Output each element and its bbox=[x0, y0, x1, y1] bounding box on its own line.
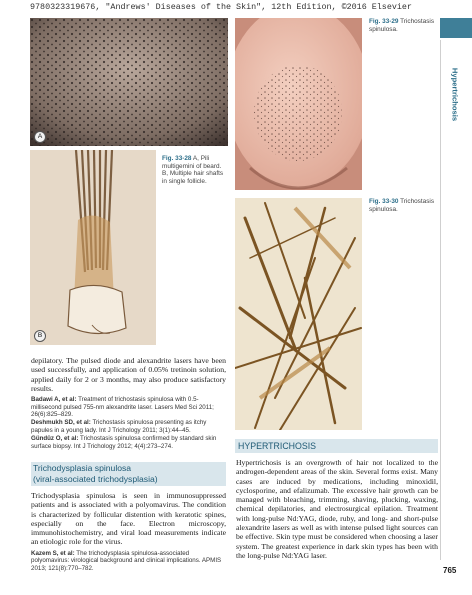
reference-item bbox=[31, 419, 226, 434]
section-heading: HYPERTRICHOSIS bbox=[238, 441, 317, 451]
nose-skin-image bbox=[235, 18, 362, 190]
figure-33-29-photo bbox=[235, 18, 362, 190]
section-tab-marker bbox=[440, 18, 472, 38]
running-header: 9780323319676, "Andrews' Diseases of the Skin", 12th Edition, ©2016 Elsevier bbox=[30, 2, 412, 12]
caption-text: Trichostasis spinulosa. bbox=[369, 198, 435, 213]
margin-rule bbox=[440, 40, 441, 560]
figure-28b-photo bbox=[30, 150, 156, 345]
reference-text: The trichodysplasia spinulosa-associated polyomavirus: virological background and clinical implications. APMIS 2013; 121(8):770–782. bbox=[31, 549, 222, 572]
hair-shafts-image bbox=[30, 150, 156, 345]
figure-28a-photo bbox=[30, 18, 228, 146]
reference-author: Kazem S, et al: bbox=[31, 549, 75, 557]
page-number: 765 bbox=[443, 566, 457, 575]
figure-caption-33-30 bbox=[369, 198, 437, 213]
section-tab-label: Hypertrichosis bbox=[450, 67, 460, 122]
left-column bbox=[31, 356, 226, 451]
spinules-image bbox=[235, 198, 362, 430]
reference-item bbox=[31, 396, 226, 418]
reference-author: Gündüz O, et al: bbox=[31, 435, 79, 443]
reference-author: Deshmukh SD, et al: bbox=[31, 419, 91, 427]
reference-author: Badawi A, et al: bbox=[31, 396, 77, 404]
reference-item bbox=[31, 550, 226, 572]
heading-line-2: (viral-associated trichodysplasia) bbox=[33, 473, 158, 484]
figure-33-30-photo bbox=[235, 198, 362, 430]
beard-skin-image bbox=[30, 18, 228, 146]
heading-line-1: Trichodysplasia spinulosa bbox=[33, 463, 132, 473]
caption-number: Fig. 33-28 bbox=[162, 155, 192, 162]
paragraph-trichodysplasia: Trichodysplasia spinulosa is seen in immunosuppressed patients and is associated with a polyomavirus. The condition is characterized by follicular distention with keratotic spines, especially on the face. Electron microscopy, immunohistochemistry, and viral load measurements indicate an etiologic role for the virus. bbox=[31, 491, 226, 547]
caption-text: Trichostasis spinulosa. bbox=[369, 18, 435, 33]
figure-label-a: A bbox=[34, 131, 46, 143]
figure-caption-33-28 bbox=[162, 155, 228, 185]
figure-label-b: B bbox=[34, 330, 46, 342]
left-column-lower bbox=[31, 491, 226, 573]
reference-item bbox=[31, 435, 226, 450]
subsection-heading bbox=[33, 463, 225, 484]
paragraph-hypertrichosis: Hypertrichosis is an overgrowth of hair not localized to the androgen-dependent areas of the skin. Several forms exist. Many cases are induced by medications, including minoxidil, cyclosporine, and efalizumab. The excessive hair growth can be managed with bleaching, trimming, shaving, plucking, waxing, chemical depilatories, and electrosurgical epilation. Treatment with long-pulse Nd:YAG, diode, ruby, and long- and short-pulse alexandrite lasers as well as with intense pulsed light sources can be effective. Skin type must be considered when choosing a laser system. The greatest experience in dark skin types has been with the long-pulse Nd:YAG laser. bbox=[236, 458, 438, 560]
reference-text: Trichostasis spinulosa confirmed by standard skin surface biopsy. Int J Trichology 2012; 4(4):273–274. bbox=[31, 435, 217, 450]
section-tab bbox=[445, 40, 465, 160]
paragraph-treatment: depilatory. The pulsed diode and alexandrite lasers have been used successfully, and application of 0.05% tretinoin solution, applied daily for 2 or 3 months, may also produce satisfactory results. bbox=[31, 356, 226, 393]
reference-text: Treatment of trichostasis spinulosa with 0.5-millisecond pulsed 755-nm alexandrite laser. Lasers Med Sci 2011; 26(6):825–829. bbox=[31, 396, 214, 418]
reference-text: Trichostasis spinulosa presenting as itchy papules in a young lady. Int J Trichology 2011; 3(1):44–45. bbox=[31, 419, 207, 434]
figure-caption-33-29 bbox=[369, 18, 437, 33]
caption-text: A, Pili multigemini of beard. B, Multiple hair shafts in single follicle. bbox=[162, 155, 224, 185]
caption-number: Fig. 33-29 bbox=[369, 18, 399, 25]
caption-number: Fig. 33-30 bbox=[369, 198, 399, 205]
